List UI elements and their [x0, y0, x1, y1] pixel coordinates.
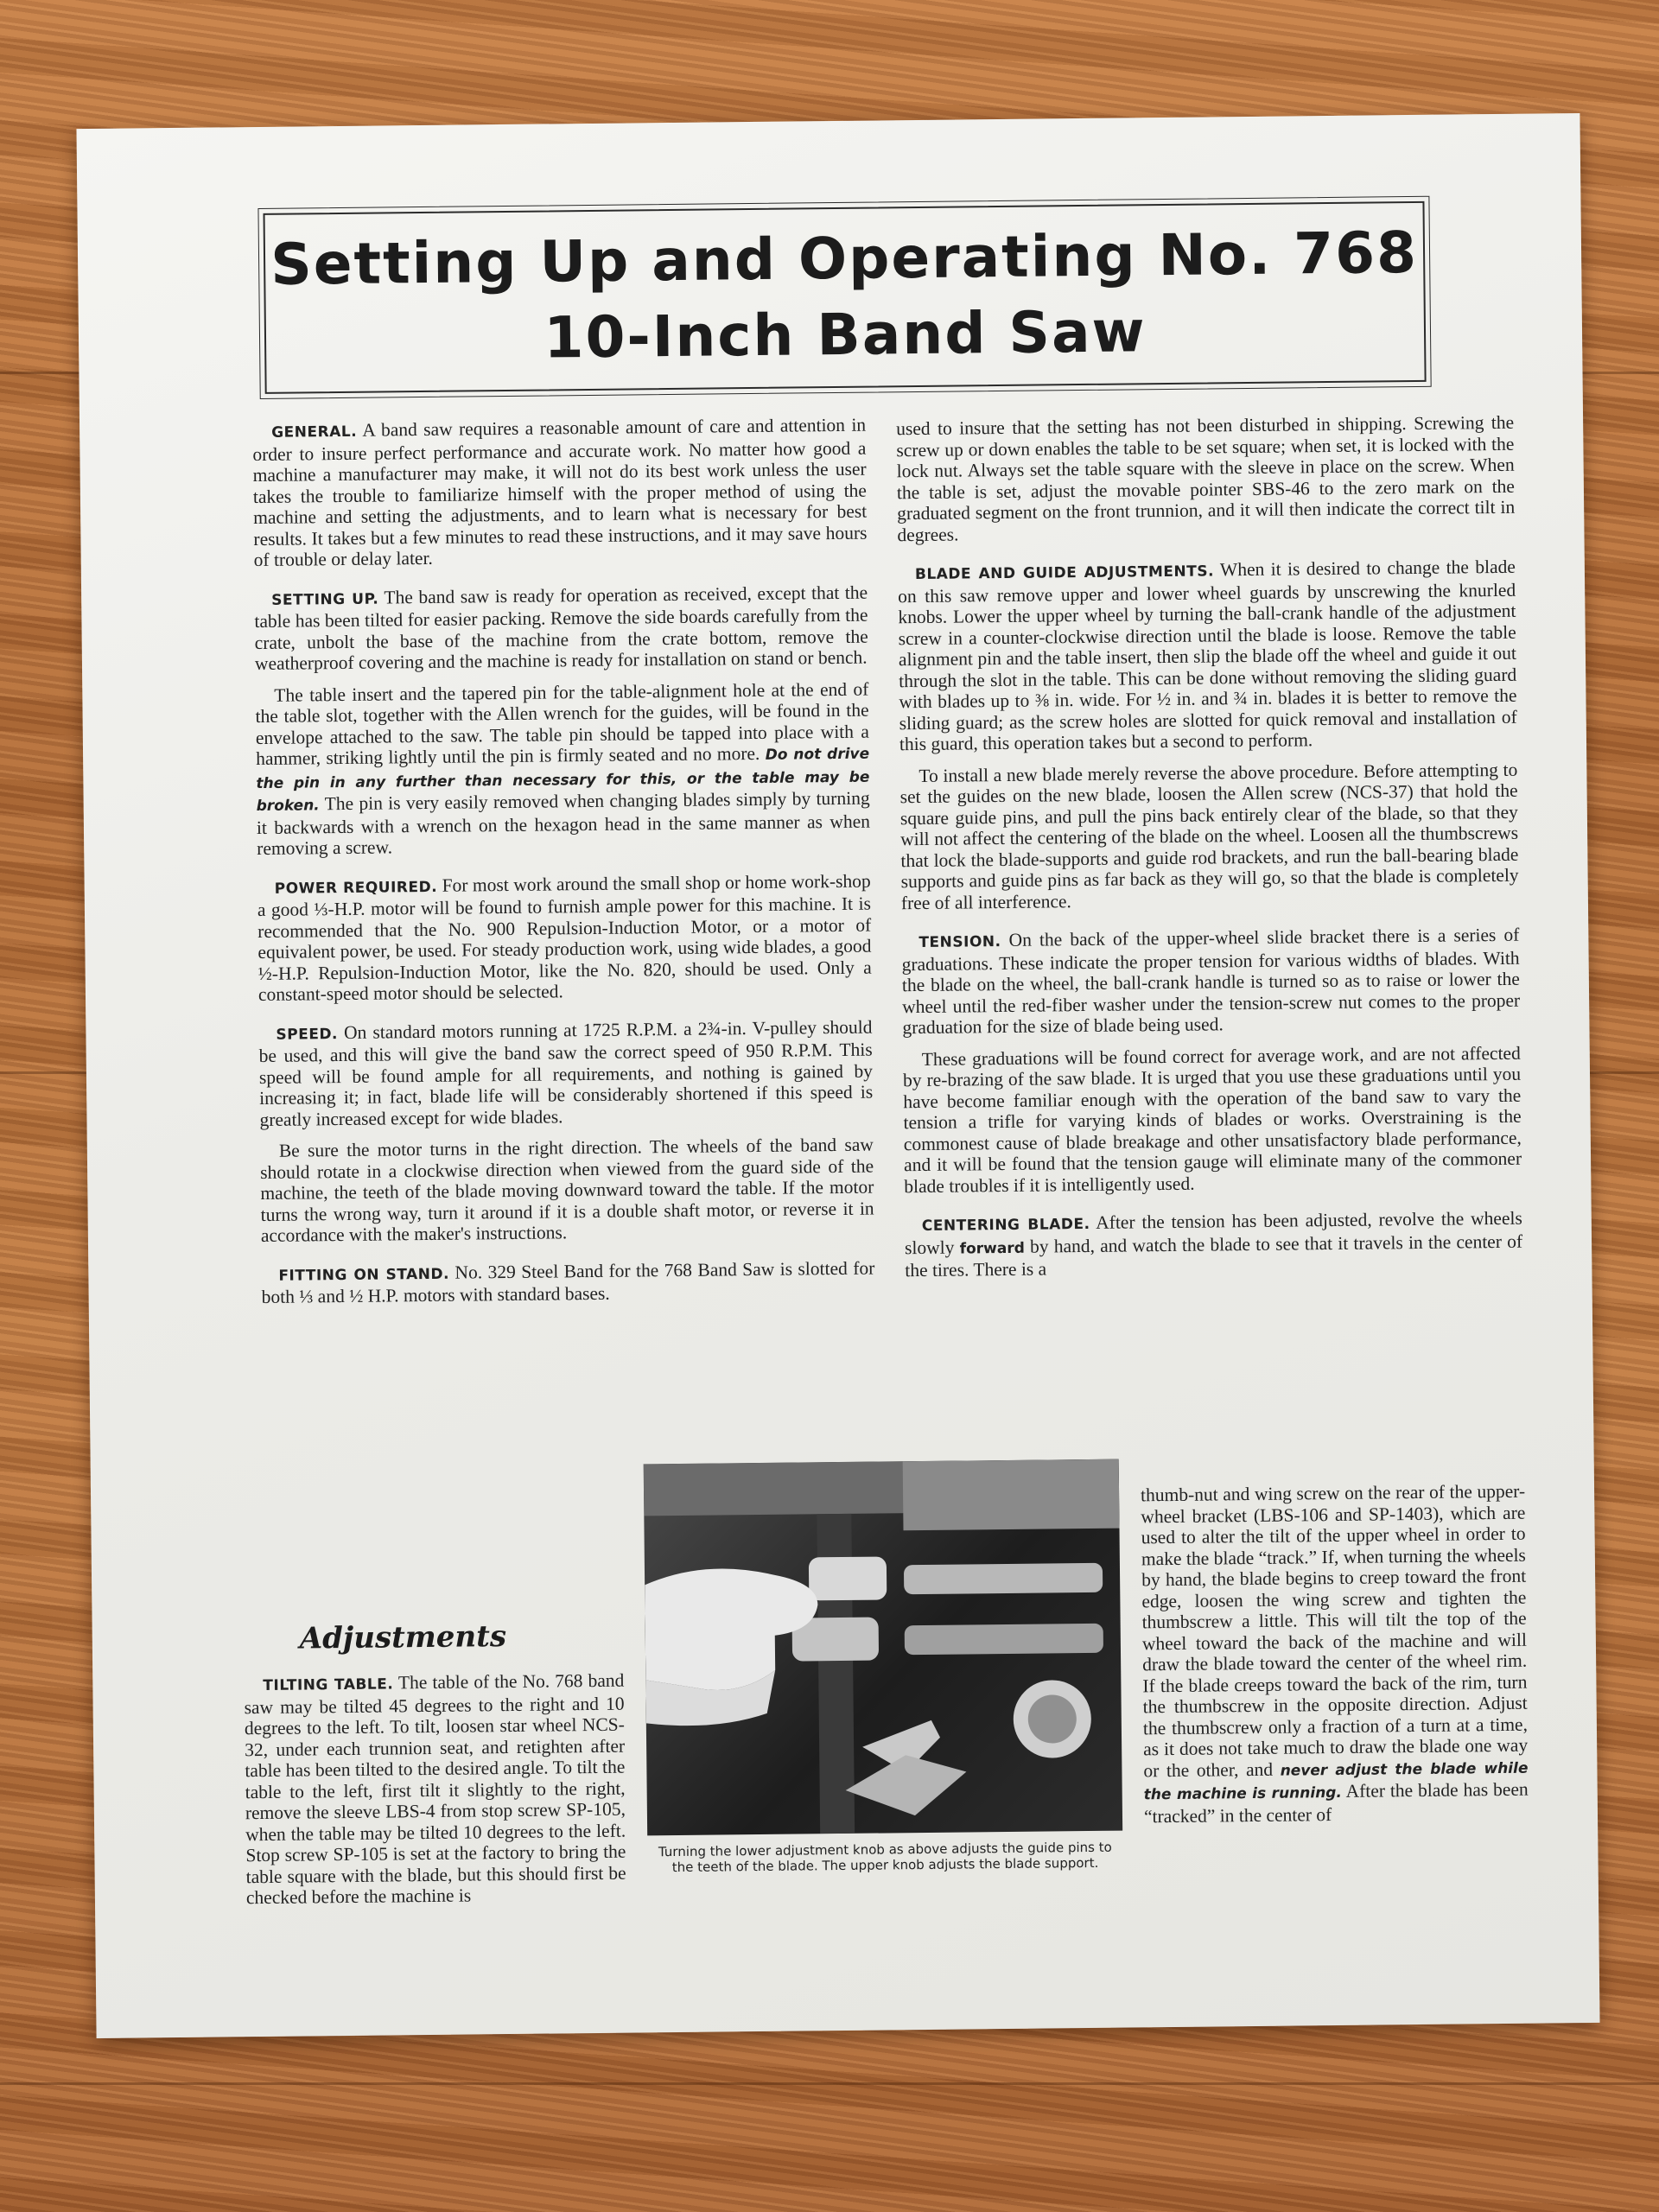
tension-paragraph-2: [903, 1042, 1522, 1197]
blade-guide-text-1: When it is desired to change the blade on this saw remove upper and lower wheel guards by unscrewing the knurled knobs. Lower the upper wheel by turning the ball-crank handle of the adjustment screw in a counter-clockwise direction until the blade is loose. Remove the table alignment pin and the table insert, then slip the blade off the wheel and guide it out through the slot in the table. This can be done without removing the sliding guard with blades up to ⅜ in. wide. For ½ in. and ¾ in. blades it is better to remove the sliding guard; as the screw holes are slotted for quick removal and installation of this guard, this operation takes but a second to perform.: [898, 556, 1517, 755]
wood-grain-line: [0, 2082, 1659, 2085]
setting-up-section: [254, 582, 868, 674]
speed-section: [258, 1016, 873, 1130]
speed-text-1: On standard motors running at 1725 R.P.M. a 2¾-in. V-pulley should be used, and this will give the band saw the correct speed of 950 R.P.M. This speed will be found ample for all requirements, and nothing is gained by increasing it; in fact, blade life will be considerably shortened if this speed is greatly increased except for wide blades.: [258, 1016, 874, 1130]
fitting-on-stand-heading: FITTING ON STAND.: [278, 1265, 450, 1285]
photo-caption: Turning the lower adjustment knob as above adjusts the guide pins to the teeth of the blade. The upper knob adjusts the blade support.: [658, 1839, 1112, 1876]
tilting-table-heading: TILTING TABLE.: [263, 1675, 394, 1695]
centering-blade-intro: After the tension has been adjusted, revolve the wheels slowly: [904, 1207, 1522, 1258]
centering-blade-wrap: [1141, 1481, 1529, 1827]
left-column: [252, 415, 875, 1319]
blade-guide-text-2: To install a new blade merely reverse the above procedure. Before attempting to set the guides on the new blade, loosen the Allen screw (NCS-37) that hold the square guide pins, and pull the pins back entirely clear of the blade, so that they will not affect the centering of the blade on the wheel. Loosen all the thumbscrews that lock the blade-supports and guide rod brackets, and run the ball-bearing blade supports and guide pins as far back as they will go, so that the blade is completely free of all interference.: [899, 759, 1519, 913]
tension-text-2: These graduations will be found correct for average work, and are not affected by re-brazing of the saw blade. It is urged that you use these graduations until you have become familiar enough with the operation of the band saw to vary the tension a trifle for varying kinds of blades or works. Overstraining is the commonest cause of blade breakage and other unsatisfactory blade performance, and it will be found that the tension gauge will eliminate many of the commoner blade troubles if it is intelligently used.: [902, 1042, 1522, 1197]
right-column: [896, 412, 1523, 1292]
speed-heading: SPEED.: [276, 1025, 339, 1044]
general-section: [252, 415, 868, 571]
power-required-heading: POWER REQUIRED.: [274, 878, 438, 898]
fitting-on-stand-text: No. 329 Steel Band for the 768 Band Saw is slotted for both ⅓ and ½ H.P. motors with standard bases.: [261, 1257, 875, 1308]
tilting-table-continued-text: used to insure that the setting has not been disturbed in shipping. Screwing the screw up or down enables the table to be set square; when set, it is locked with the lock nut. Always set the table square with the sleeve in place on the screw. When the table is set, adjust the movable pointer SBS-46 to the zero mark on the graduated segment on the front trunnion, and it will then indicate the correct tilt in degrees.: [896, 411, 1516, 545]
instruction-sheet: [76, 113, 1599, 2038]
tension-section: [901, 925, 1520, 1039]
adjustments-heading: Adjustments: [299, 1619, 507, 1656]
setting-up-text-1: The band saw is ready for operation as received, except that the table has been tilted for easier packing. Remove the side boards carefully from the crate, unbolt the base of the machine from the crate bottom, remove the weatherproof covering and the machine is ready for installation on stand or bench.: [254, 582, 868, 675]
title-line-2: 10-Inch Band Saw: [543, 298, 1147, 372]
centering-blade-section: [905, 1208, 1523, 1281]
saw-guide-photo: [644, 1459, 1122, 1836]
setting-up-warning: Do not drive the pin in any further than necessary for this, or the table may be broken.: [256, 745, 870, 816]
centering-blade-column: [1141, 1481, 1529, 1838]
fitting-on-stand-section: [261, 1257, 874, 1307]
setting-up-text-3: The pin is very easily removed when changing blades simply by turning it backwards with a wrench on the hexagon head in the same manner as when removing a screw.: [256, 787, 871, 860]
centering-blade-heading: CENTERING BLADE.: [921, 1215, 1090, 1235]
centering-blade-warning: never adjust the blade while the machine is running.: [1143, 1759, 1529, 1804]
tension-heading: TENSION.: [918, 933, 1001, 952]
centering-blade-wrap-text: thumb-nut and wing screw on the rear of the upper-wheel bracket (LBS-106 and SP-1403), which are used to alter the tilt of the upper wheel in order to make the blade “track.” If, when turning the wheels by hand, the blade begins to creep toward the front edge, loosen the wing screw and tighten the thumbscrew a little. This will tilt the top of the wheel toward the back of the machine and will draw the blade toward the center of the wheel rim. If the blade creeps toward the back of the rim, turn the thumbscrew in the opposite direction. Adjust the thumbscrew only a fraction of a turn at a time, as it does not take much to draw the blade one way or the other, and: [1140, 1480, 1529, 1781]
hand-adjusting-knob-image: [644, 1459, 1122, 1836]
title-box: [264, 201, 1427, 394]
setting-up-paragraph-2: [255, 678, 870, 859]
setting-up-text-2: The table insert and the tapered pin for the table-alignment hole at the end of the table slot, together with the Allen wrench for the guides, will be found in the envelope attached to the saw. The table pin should be tapped into place with a hammer, striking lightly until the pin is firmly seated and no more.: [255, 678, 869, 770]
speed-paragraph-2: [260, 1135, 874, 1247]
general-heading: GENERAL.: [271, 423, 358, 442]
tilting-table-column: [244, 1670, 626, 1919]
centering-blade-intro-end: by hand, and watch the blade to see that it travels in the center of the tires. There is a: [905, 1230, 1523, 1281]
blade-guide-heading: BLADE AND GUIDE ADJUSTMENTS.: [914, 563, 1215, 584]
tilting-table-continued: [896, 412, 1516, 545]
centering-blade-forward: forward: [959, 1239, 1025, 1258]
general-text: A band saw requires a reasonable amount of care and attention in order to insure perfect performance and accurate work. No matter how good a machine a manufacturer may make, it will not do its best work unless the user takes the trouble to familiarize himself with the proper method of using the machine and setting the adjustments, and to learn what is necessary for best results. It takes but a few minutes to read these instructions, and it may save hours of trouble or delay later.: [252, 414, 868, 571]
tilting-table-section: [244, 1670, 626, 1909]
centering-blade-wrap-end: After the blade has been “tracked” in the center of: [1143, 1778, 1529, 1827]
power-required-text: For most work around the small shop or home work-shop a good ⅓-H.P. motor will be found to furnish ample power for this machine. It is recommended that the No. 900 Repulsion-Induction Motor, or a motor of equivalent power, be used. For steady production work, using wide blades, a good ½-H.P. Repulsion-Induction Motor, like the No. 820, should be used. Only a constant-speed motor should be selected.: [257, 870, 872, 1006]
power-required-section: [257, 870, 873, 1005]
blade-guide-section: [898, 556, 1517, 755]
title-line-1: Setting Up and Operating No. 768: [270, 219, 1419, 298]
speed-text-2: Be sure the motor turns in the right direction. The wheels of the band saw should rotate in a clockwise direction when viewed from the guard side of the machine, the teeth of the blade moving downward toward the table. If the motor turns the wrong way, turn it around if it is a double shaft motor, or reverse it in accordance with the maker's instructions.: [260, 1134, 874, 1247]
blade-guide-paragraph-2: [899, 759, 1519, 913]
setting-up-heading: SETTING UP.: [271, 590, 379, 609]
tension-text-1: On the back of the upper-wheel slide bracket there is a series of graduations. These indicate the proper tension for various widths of blades. With the blade on the wheel, the ball-crank handle is turned so as to raise or lower the wheel until the red-fiber washer under the tension-screw nut comes to the proper graduation for the size of blade being used.: [901, 924, 1521, 1039]
tilting-table-text: The table of the No. 768 band saw may be tilted 45 degrees to the right and 10 degrees to the left. To tilt, loosen star wheel NCS-32, under each trunnion seat, and retighten after table has been tilted to the desired angle. To tilt the table to the left, first tilt it slightly to the right, remove the sleeve LBS-4 from stop screw SP-105, when the table may be tilted 10 degrees to the left. Stop screw SP-105 is set at the factory to bring the table square with the blade, but this should first be checked before the machine is: [244, 1669, 626, 1909]
